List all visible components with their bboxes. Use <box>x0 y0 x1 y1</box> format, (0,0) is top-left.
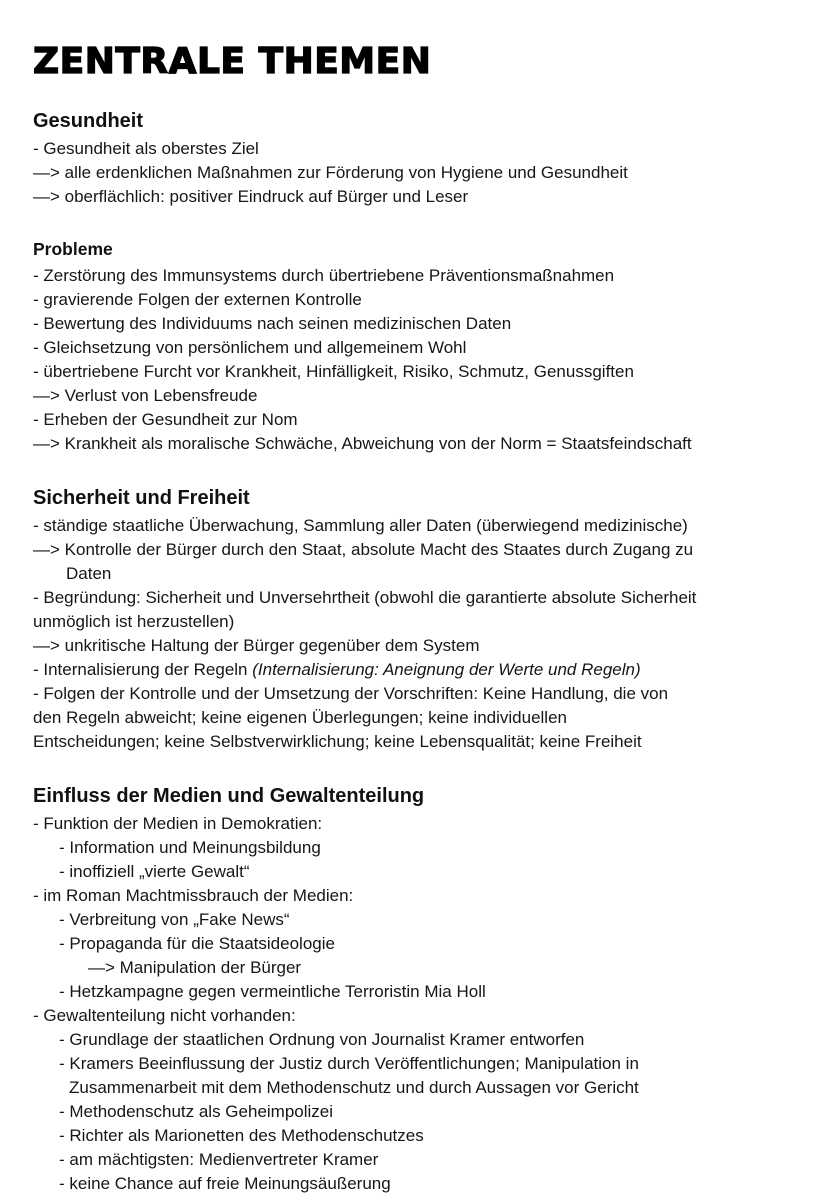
text-line <box>33 980 800 1004</box>
text-segment: - Kramers Beeinflussung der Justiz durch Veröffentlichungen; Manipulation in <box>59 1054 639 1073</box>
text-line <box>33 658 800 682</box>
text-line <box>33 956 800 980</box>
text-line <box>33 1004 800 1028</box>
section <box>33 108 800 209</box>
section-heading: Sicherheit und Freiheit <box>33 487 250 509</box>
section-heading: Einfluss der Medien und Gewaltenteilung <box>33 785 425 807</box>
text-segment: - im Roman Machtmissbrauch der Medien: <box>33 886 354 905</box>
text-line <box>33 360 800 384</box>
text-line <box>33 312 800 336</box>
text-line <box>33 538 800 562</box>
text-segment: - keine Chance auf freie Meinungsäußerung <box>59 1174 391 1193</box>
text-line <box>33 730 800 754</box>
text-segment: - Verbreitung von „Fake News“ <box>59 910 290 929</box>
text-segment: - Richter als Marionetten des Methodenschutzes <box>59 1126 424 1145</box>
text-segment: - übertriebene Furcht vor Krankheit, Hinfälligkeit, Risiko, Schmutz, Genussgiften <box>33 362 634 381</box>
text-segment: - Information und Meinungsbildung <box>59 838 321 857</box>
text-line <box>33 562 800 586</box>
text-line <box>33 1172 800 1196</box>
text-segment: - Zerstörung des Immunsystems durch übertriebene Präventionsmaßnahmen <box>33 266 615 285</box>
text-line <box>33 634 800 658</box>
text-line <box>33 586 800 610</box>
text-line <box>33 836 800 860</box>
text-segment: —> unkritische Haltung der Bürger gegenüber dem System <box>33 636 480 655</box>
text-line <box>33 185 800 209</box>
text-segment: - am mächtigsten: Medienvertreter Kramer <box>59 1150 379 1169</box>
text-segment: —> alle erdenklichen Maßnahmen zur Förderung von Hygiene und Gesundheit <box>33 163 628 182</box>
text-line <box>33 908 800 932</box>
text-segment: —> oberflächlich: positiver Eindruck auf Bürger und Leser <box>33 187 469 206</box>
text-segment: den Regeln abweicht; keine eigenen Überlegungen; keine individuellen <box>33 708 567 727</box>
section-heading: Gesundheit <box>33 110 144 132</box>
text-line <box>33 610 800 634</box>
text-segment: - Internalisierung der Regeln <box>33 660 253 679</box>
text-line <box>33 336 800 360</box>
text-segment: - inoffiziell „vierte Gewalt“ <box>59 862 250 881</box>
text-line <box>33 514 800 538</box>
text-line <box>33 408 800 432</box>
text-segment: - Grundlage der staatlichen Ordnung von Journalist Kramer entworfen <box>59 1030 585 1049</box>
text-segment: - ständige staatliche Überwachung, Sammlung aller Daten (überwiegend medizinische) <box>33 516 688 535</box>
section <box>33 238 800 456</box>
text-segment: - Funktion der Medien in Demokratien: <box>33 814 323 833</box>
document-title: ZENTRALE THEMEN <box>33 41 432 82</box>
text-segment: - Erheben der Gesundheit zur Nom <box>33 410 298 429</box>
text-line <box>33 1028 800 1052</box>
text-line <box>33 1052 800 1076</box>
text-line <box>33 1100 800 1124</box>
text-line <box>33 706 800 730</box>
text-line <box>33 1124 800 1148</box>
document-body <box>33 108 800 1196</box>
text-line <box>33 1076 800 1100</box>
text-segment: - Bewertung des Individuums nach seinen medizinischen Daten <box>33 314 512 333</box>
text-line <box>33 384 800 408</box>
text-segment: - Folgen der Kontrolle und der Umsetzung der Vorschriften: Keine Handlung, die von <box>33 684 669 703</box>
text-line <box>33 884 800 908</box>
text-line <box>33 264 800 288</box>
text-segment: - Hetzkampagne gegen vermeintliche Terroristin Mia Holl <box>59 982 486 1001</box>
text-segment: - Gewaltenteilung nicht vorhanden: <box>33 1006 296 1025</box>
text-line <box>33 682 800 706</box>
text-segment: Daten <box>66 564 112 583</box>
text-segment: Zusammenarbeit mit dem Methodenschutz und durch Aussagen vor Gericht <box>69 1078 639 1097</box>
text-segment: —> Kontrolle der Bürger durch den Staat, absolute Macht des Staates durch Zugang zu <box>33 540 694 559</box>
text-line <box>33 161 800 185</box>
text-segment: - gravierende Folgen der externen Kontrolle <box>33 290 362 309</box>
text-line <box>33 860 800 884</box>
text-line <box>33 288 800 312</box>
text-segment: —> Verlust von Lebensfreude <box>33 386 258 405</box>
text-segment: - Propaganda für die Staatsideologie <box>59 934 335 953</box>
section <box>33 485 800 754</box>
text-segment: Entscheidungen; keine Selbstverwirklichung; keine Lebensqualität; keine Freiheit <box>33 732 642 751</box>
text-line <box>33 432 800 456</box>
text-line <box>33 137 800 161</box>
text-segment: —> Manipulation der Bürger <box>88 958 302 977</box>
section <box>33 783 800 1196</box>
text-line <box>33 1148 800 1172</box>
text-segment: - Begründung: Sicherheit und Unversehrtheit (obwohl die garantierte absolute Sicherheit <box>33 588 697 607</box>
text-line <box>33 932 800 956</box>
text-segment: —> Krankheit als moralische Schwäche, Abweichung von der Norm = Staatsfeindschaft <box>33 434 692 453</box>
text-segment: - Gleichsetzung von persönlichem und allgemeinem Wohl <box>33 338 467 357</box>
text-segment: - Gesundheit als oberstes Ziel <box>33 139 259 158</box>
text-line <box>33 812 800 836</box>
text-segment: - Methodenschutz als Geheimpolizei <box>59 1102 334 1121</box>
text-segment: unmöglich ist herzustellen) <box>33 612 235 631</box>
section-heading: Probleme <box>33 239 113 259</box>
italic-segment: (Internalisierung: Aneignung der Werte und Regeln) <box>252 660 641 679</box>
